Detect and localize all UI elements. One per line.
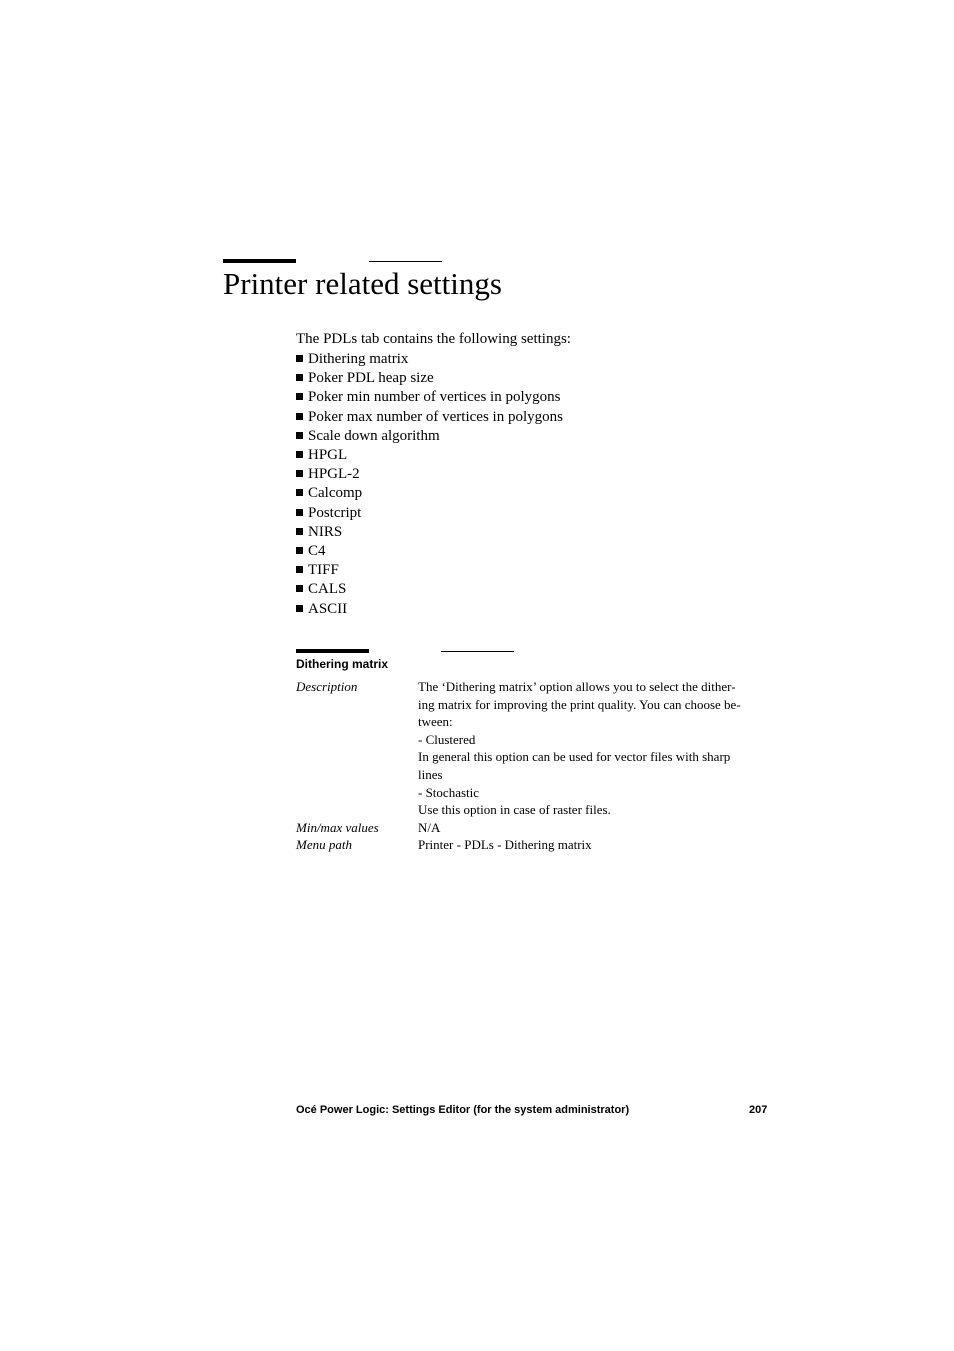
list-item — [296, 350, 563, 369]
bullet-square-icon — [296, 355, 303, 362]
bullet-square-icon — [296, 528, 303, 535]
bullet-square-icon — [296, 489, 303, 496]
bullet-square-icon — [296, 566, 303, 573]
row-value-line: lines — [418, 766, 443, 782]
table-row — [296, 819, 756, 837]
table-row — [296, 678, 756, 819]
row-value-line: tween: — [418, 714, 453, 730]
list-item — [296, 427, 563, 446]
title-rule-thick — [223, 259, 296, 263]
list-item — [296, 523, 563, 542]
list-item — [296, 388, 563, 407]
row-value — [418, 836, 756, 854]
bullet-square-icon — [296, 393, 303, 400]
bullet-square-icon — [296, 585, 303, 592]
list-item-label: Poker min number of vertices in polygons — [308, 389, 561, 406]
page-title: Printer related settings — [223, 266, 502, 301]
list-item-label: Dithering matrix — [308, 351, 409, 367]
list-item — [296, 600, 563, 619]
row-value-line: ing matrix for improving the print quality. You can choose be- — [418, 696, 741, 712]
list-item-label: Postcript — [308, 504, 362, 521]
list-item — [296, 465, 563, 484]
row-label: Menu path — [296, 837, 352, 853]
row-label: Description — [296, 679, 358, 694]
bullet-square-icon — [296, 509, 303, 516]
list-item-label: Scale down algorithm — [308, 427, 440, 444]
row-value-line: - Clustered — [418, 731, 476, 747]
list-item-label: HPGL-2 — [308, 466, 360, 483]
list-item-label: Calcomp — [308, 485, 363, 502]
section-rule-thick — [296, 649, 369, 653]
bullet-square-icon — [296, 432, 303, 439]
bullet-square-icon — [296, 451, 303, 458]
list-item — [296, 504, 563, 523]
list-item-label: Poker max number of vertices in polygons — [308, 408, 563, 425]
row-value-line: The ‘Dithering matrix’ option allows you to select the dither- — [418, 679, 736, 694]
list-item — [296, 369, 563, 388]
footer-title: Océ Power Logic: Settings Editor (for the system administrator) — [296, 1104, 630, 1116]
bullet-square-icon — [296, 413, 303, 420]
list-item-label: TIFF — [308, 562, 339, 579]
list-item-label: ASCII — [308, 600, 348, 617]
settings-table — [296, 678, 756, 854]
list-item-label: NIRS — [308, 523, 343, 540]
list-item — [296, 542, 563, 561]
row-value-line: Printer - PDLs - Dithering matrix — [418, 837, 592, 853]
row-label: Min/max values — [296, 819, 379, 835]
intro-text: The PDLs tab contains the following settings: — [296, 331, 571, 347]
title-rule-thin — [369, 261, 442, 262]
bullet-square-icon — [296, 470, 303, 477]
row-value — [418, 678, 756, 819]
list-item — [296, 580, 563, 599]
bullet-square-icon — [296, 374, 303, 381]
section-rule-thin — [441, 651, 514, 652]
row-value — [418, 819, 756, 837]
row-value-line: Use this option in case of raster files. — [418, 802, 611, 818]
row-value-line: - Stochastic — [418, 784, 480, 800]
row-value-line: N/A — [418, 819, 441, 835]
list-item-label: Poker PDL heap size — [308, 370, 434, 387]
row-value-line: In general this option can be used for vector files with sharp — [418, 749, 731, 765]
page-number: 207 — [749, 1104, 768, 1116]
bullet-square-icon — [296, 605, 303, 612]
list-item-label: C4 — [308, 543, 326, 560]
list-item-label: CALS — [308, 581, 347, 598]
list-item — [296, 446, 563, 465]
section-heading: Dithering matrix — [296, 657, 389, 671]
list-item — [296, 408, 563, 427]
list-item — [296, 484, 563, 503]
table-row — [296, 836, 756, 854]
list-item-label: HPGL — [308, 447, 348, 464]
list-item — [296, 561, 563, 580]
bullet-square-icon — [296, 547, 303, 554]
settings-list — [296, 350, 563, 619]
